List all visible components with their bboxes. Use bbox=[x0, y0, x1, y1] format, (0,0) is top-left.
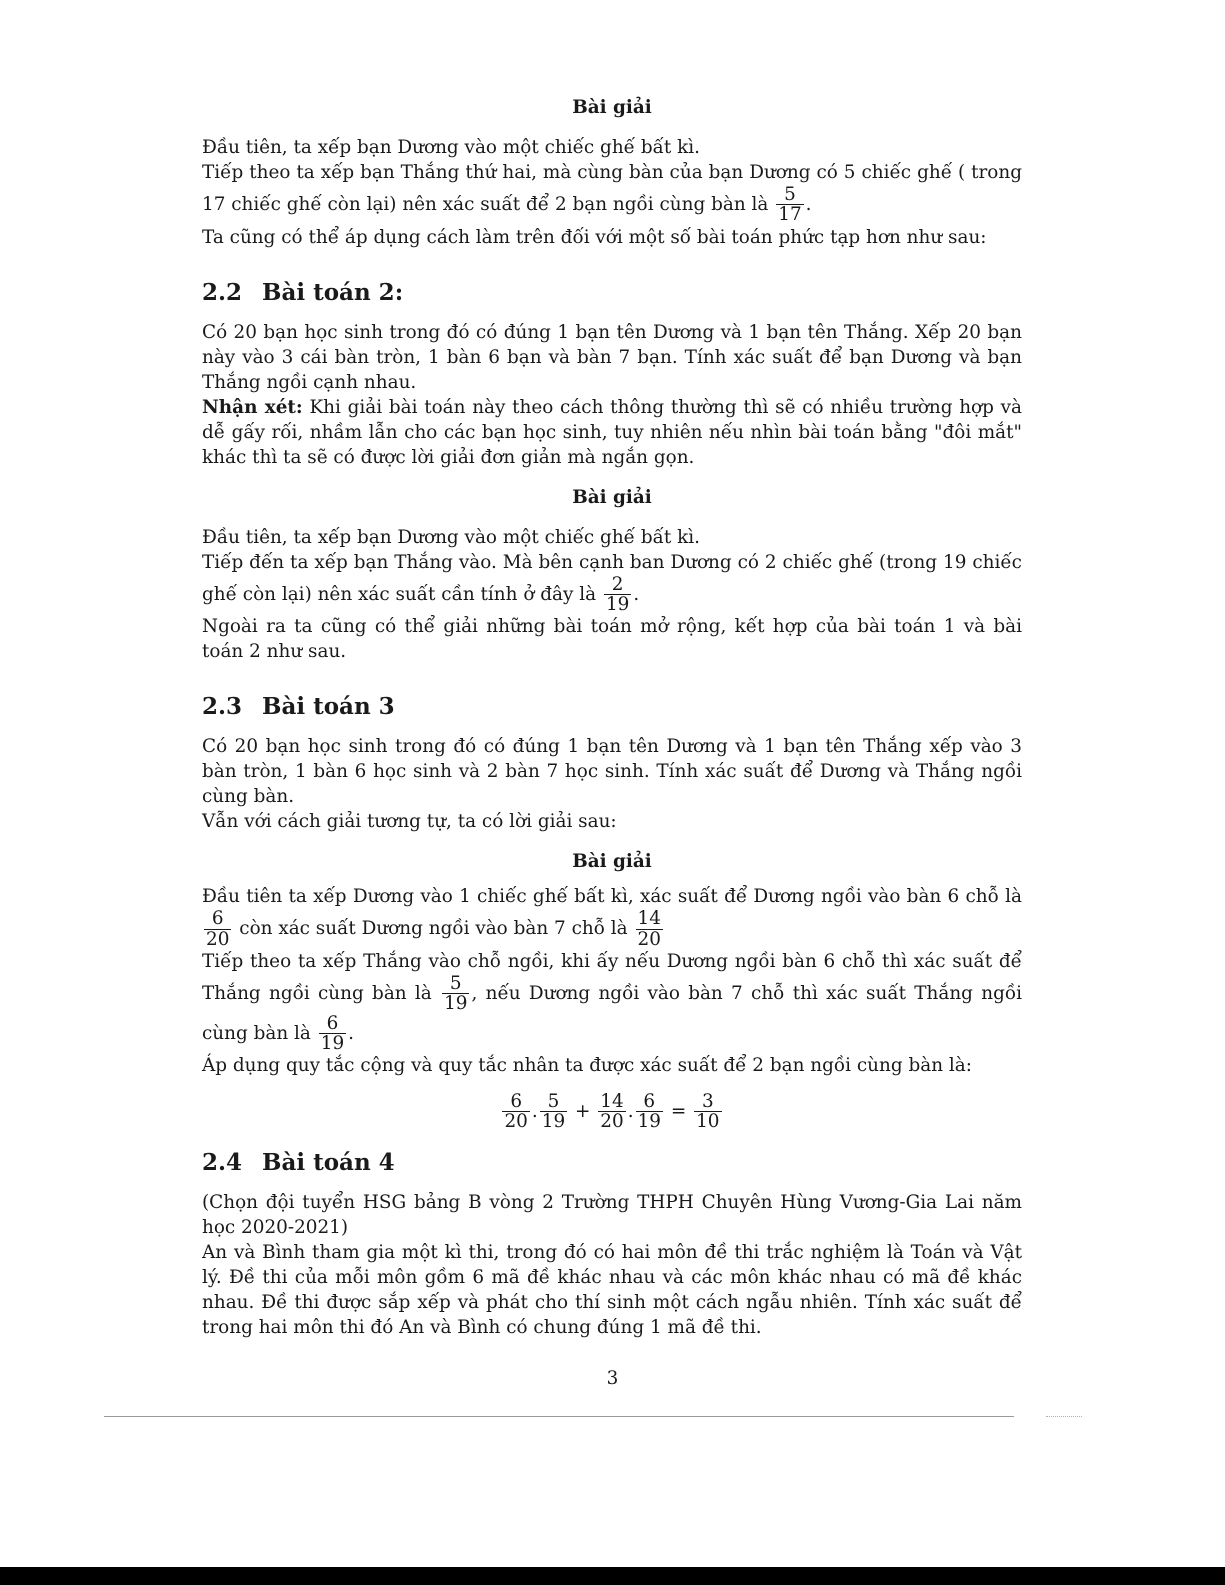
problem-2-remark: Nhận xét: Khi giải bài toán này theo cách thông thường thì sẽ có nhiều trường hợp và dễ gấy rối, nhầm lẫn cho các bạn học sinh, tuy nhiên nếu nhìn bài toán bằng "đôi mắt" khác thì ta sẽ có được lời giải đơn giản mà ngắn gọn. bbox=[202, 396, 1022, 468]
problem-4-text: An và Bình tham gia một kì thi, trong đó có hai môn đề thi trắc nghiệm là Toán và Vật lý. Đề thi của mỗi môn gồm 6 mã đề khác nhau và các môn khác nhau có mã đề khác nhau. Đề thi được sắp xếp và phát cho thí sinh một cách ngẫu nhiên. Tính xác suất để trong hai môn thi đó An và Bình có chung đúng 1 mã đề thi. bbox=[202, 1241, 1022, 1338]
page-number: 3 bbox=[606, 1368, 619, 1389]
solution-heading: Bài giải bbox=[572, 486, 652, 508]
solution-heading: Bài giải bbox=[572, 851, 652, 873]
solution-3-para-1: Đầu tiên ta xếp Dương vào 1 chiếc ghế bất kì, xác suất để Dương ngồi vào bàn 6 chỗ là $\frac{6}{20}$ còn xác suất Dương ngồi vào bàn 7 chỗ là $\frac{14}{20}$ bbox=[202, 886, 1022, 950]
solution-2-line-2: Tiếp đến ta xếp bạn Thắng vào. Mà bên cạnh ban Dương có 2 chiếc ghế (trong 19 chiếc ghế còn lại) nên xác suất cần tính ở đây là $\frac{2}{19}$ . bbox=[202, 551, 1022, 615]
section-heading-2-3: 2.3 Bài toán 3 bbox=[202, 693, 395, 721]
solution-3-para-2: Tiếp theo ta xếp Thắng vào chỗ ngồi, khi ấy nếu Dương ngồi bàn 6 chỗ thì xác suất để Thắng ngồi cùng bàn là $\frac{5}{19}$ , nếu Dương ngồi vào bàn 7 chỗ thì xác suất Thắng ngồi cùng bàn là $\frac{6}{19}$ . bbox=[202, 950, 1022, 1054]
problem-3-text: Có 20 bạn học sinh trong đó có đúng 1 bạn tên Dương và 1 bạn tên Thắng xếp vào 3 bàn tròn, 1 bàn 6 học sinh và 2 bàn 7 học sinh. Tính xác suất để Dương và Thắng ngồi cùng bàn. bbox=[202, 736, 1022, 808]
problem-2-text: Có 20 bạn học sinh trong đó có đúng 1 bạn tên Dương và 1 bạn tên Thắng. Xếp 20 bạn này vào 3 cái bàn tròn, 1 bàn 6 bạn và bàn 7 bạn. Tính xác suất để bạn Dương và bạn Thắng ngồi cạnh nhau. bbox=[202, 321, 1022, 393]
solution-1-line-3: Ta cũng có thể áp dụng cách làm trên đối với một số bài toán phức tạp hơn như sau: bbox=[202, 226, 987, 248]
page-divider-fragment bbox=[1046, 1416, 1082, 1418]
display-equation: $\frac{6}{20}$ . $\frac{5}{19}$ + $\frac{14}{20}$ . $\frac{6}{19}$ = $\frac{3}{10}$ bbox=[504, 1091, 720, 1133]
solution-1-line-2: Tiếp theo ta xếp bạn Thắng thứ hai, mà cùng bàn của bạn Dương có 5 chiếc ghế ( trong 17 chiếc ghế còn lại) nên xác suất để 2 bạn ngồi cùng bàn là $\frac{5}{17}$ . bbox=[202, 162, 1022, 226]
problem-4-source: (Chọn đội tuyển HSG bảng B vòng 2 Trường THPH Chuyên Hùng Vương-Gia Lai năm học 2020-2021) bbox=[202, 1191, 1022, 1238]
section-heading-2-2: 2.2 Bài toán 2: bbox=[202, 278, 404, 306]
solution-1-line-1: Đầu tiên, ta xếp bạn Dương vào một chiếc ghế bất kì. bbox=[202, 137, 700, 158]
fraction: $\frac{2}{19}$ bbox=[605, 573, 630, 615]
bottom-bar bbox=[0, 1567, 1225, 1585]
fraction: $\frac{6}{20}$ bbox=[206, 908, 230, 950]
fraction: $\frac{5}{17}$ bbox=[778, 184, 802, 226]
solution-2-line-3: Ngoài ra ta cũng có thể giải những bài toán mở rộng, kết hợp của bài toán 1 và bài toán 2 như sau. bbox=[202, 616, 1022, 663]
fraction: $\frac{5}{19}$ bbox=[444, 972, 468, 1015]
fraction: $\frac{6}{19}$ bbox=[320, 1012, 345, 1054]
page-divider bbox=[104, 1416, 1014, 1417]
solution-3-para-3: Áp dụng quy tắc cộng và quy tắc nhân ta được xác suất để 2 bạn ngồi cùng bàn là: bbox=[202, 1055, 972, 1077]
problem-3-note: Vẫn với cách giải tương tự, ta có lời giải sau: bbox=[202, 811, 617, 833]
document-page bbox=[202, 95, 1022, 1340]
solution-2-line-1: Đầu tiên, ta xếp bạn Dương vào một chiếc ghế bất kì. bbox=[202, 526, 700, 548]
solution-heading: Bài giải bbox=[572, 97, 652, 118]
fraction: $\frac{14}{20}$ bbox=[637, 908, 661, 950]
section-heading-2-4: 2.4 Bài toán 4 bbox=[202, 1148, 395, 1176]
